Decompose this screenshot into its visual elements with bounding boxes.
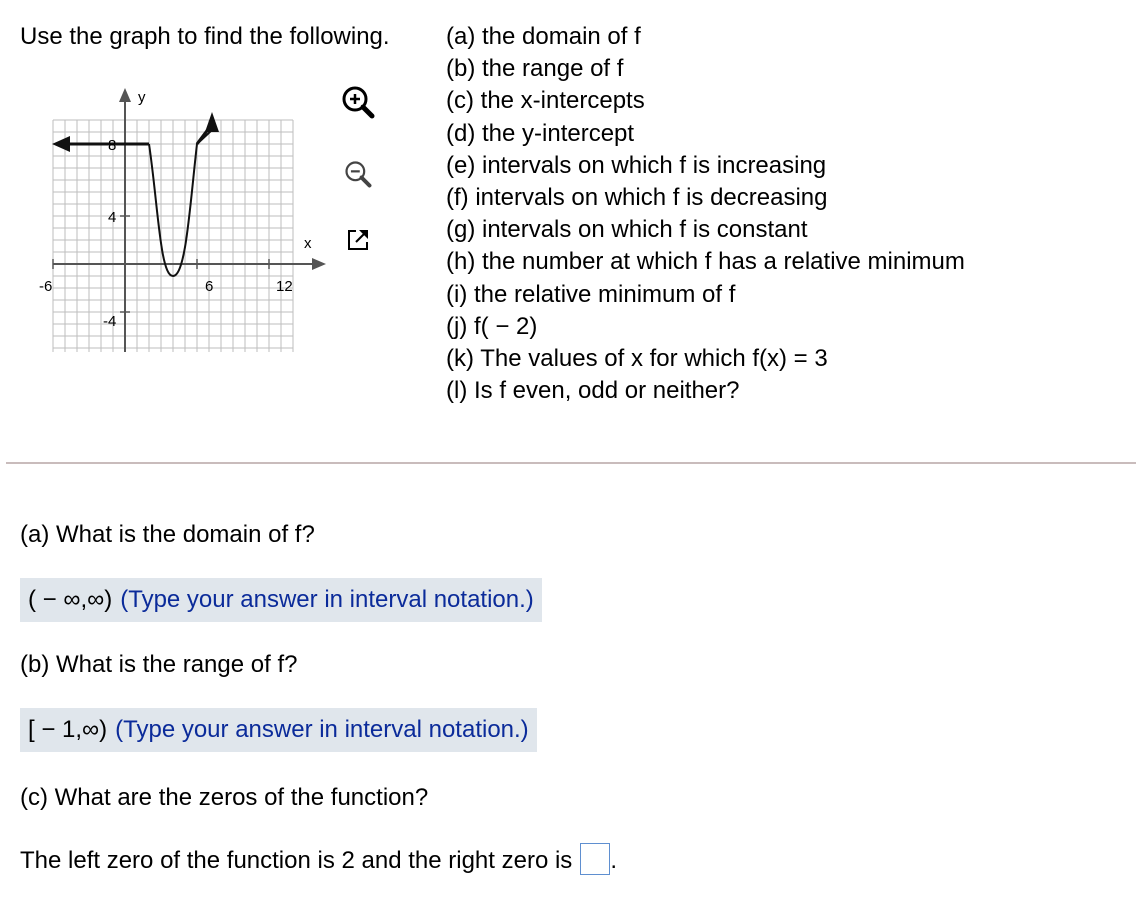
function-curve	[149, 130, 212, 276]
question-item: (e) intervals on which f is increasing	[446, 151, 827, 179]
part-b-question: (b) What is the range of f?	[20, 651, 298, 678]
y-axis-label: y	[138, 89, 146, 106]
right-zero-input[interactable]	[580, 843, 610, 875]
question-item: (b) the range of f	[446, 55, 624, 83]
part-b-answer-row	[20, 708, 537, 752]
part-a-hint: (Type your answer in interval notation.)	[120, 586, 534, 613]
tick-label-y-8: 8	[108, 137, 117, 154]
question-item: (h) the number at which f has a relative minimum	[446, 248, 965, 276]
tick-label-x-12: 12	[276, 278, 293, 295]
part-b-answer-value: [ − 1,∞)	[28, 716, 108, 743]
question-item: (f) intervals on which f is decreasing	[446, 184, 828, 212]
popout-button[interactable]	[338, 220, 378, 260]
part-c-question: (c) What are the zeros of the function?	[20, 784, 429, 811]
section-divider	[6, 462, 1136, 464]
zoom-out-icon	[343, 159, 373, 189]
question-item: (a) the domain of f	[446, 23, 641, 50]
question-item: (g) intervals on which f is constant	[446, 216, 808, 244]
zoom-out-button[interactable]	[338, 154, 378, 194]
y-axis-arrow	[119, 88, 131, 102]
function-graph	[30, 84, 330, 364]
tick-label-y-4: 4	[108, 209, 117, 226]
zoom-in-button[interactable]	[338, 82, 378, 122]
question-item: (j) f( − 2)	[446, 312, 538, 340]
part-c-suffix: .	[610, 847, 617, 874]
question-item: (l) Is f even, odd or neither?	[446, 377, 740, 405]
x-axis-label: x	[304, 235, 312, 252]
left-ray-arrow	[52, 136, 70, 152]
tick-label-x-6: 6	[205, 278, 214, 295]
question-item: (k) The values of x for which f(x) = 3	[446, 345, 828, 373]
popout-icon	[345, 227, 371, 253]
question-list	[446, 21, 965, 407]
question-item: (i) the relative minimum of f	[446, 280, 736, 308]
question-item: (d) the y-intercept	[446, 119, 635, 147]
part-a-answer-value: ( − ∞,∞)	[28, 586, 113, 613]
question-item: (c) the x-intercepts	[446, 87, 645, 115]
tick-label-y-neg4: -4	[103, 313, 117, 330]
graph-svg	[30, 84, 330, 364]
part-c-prompt-row	[20, 846, 617, 876]
intro-text: Use the graph to find the following.	[20, 23, 390, 50]
part-b-hint: (Type your answer in interval notation.)	[115, 716, 529, 743]
part-a-answer[interactable]	[20, 578, 542, 622]
part-a-answer-row	[20, 578, 542, 622]
part-a-question: (a) What is the domain of f?	[20, 521, 315, 548]
x-axis-arrow	[312, 258, 326, 270]
part-b-answer[interactable]	[20, 708, 537, 752]
part-c-prompt: The left zero of the function is 2 and the right zero is	[20, 847, 573, 874]
zoom-in-icon	[341, 85, 375, 119]
tick-label-x-neg6: -6	[39, 278, 53, 295]
graph-grid	[53, 120, 293, 352]
